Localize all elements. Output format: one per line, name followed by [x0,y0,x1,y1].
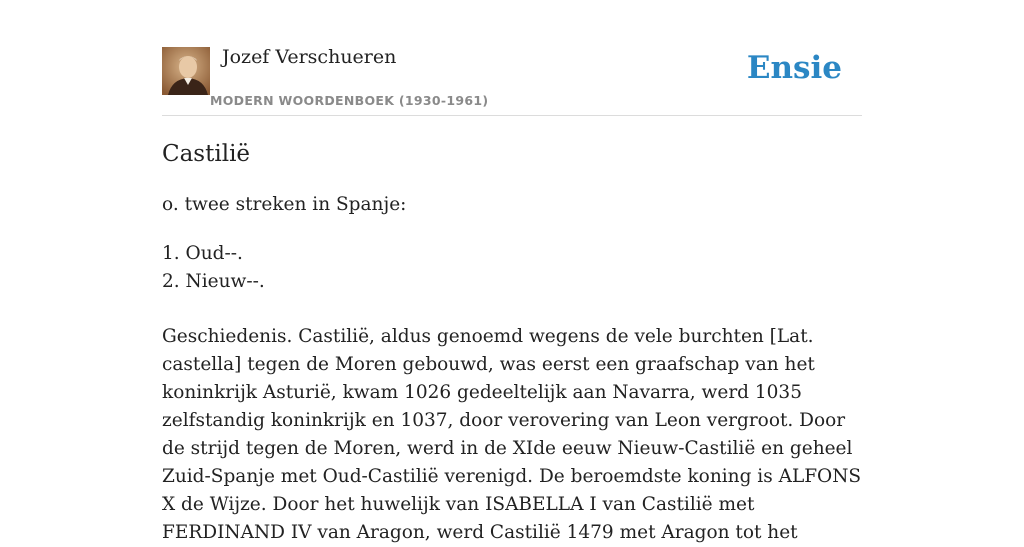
page-container [162,0,862,543]
brand-logo[interactable]: Ensie [746,50,842,86]
avatar[interactable] [162,47,210,95]
author-portrait-icon [162,47,210,95]
author-name[interactable]: Jozef Verschueren [222,46,397,68]
entry-header [162,0,862,116]
source-title[interactable]: MODERN WOORDENBOEK (1930-1961) [210,93,489,108]
list-item: 2. Nieuw--. [162,271,265,292]
entry-definition: o. twee streken in Spanje: [162,194,407,215]
list-item: 1. Oud--. [162,243,243,264]
entry-title: Castilië [162,141,251,167]
entry-list [162,240,265,296]
entry-history: Geschiedenis. Castilië, aldus genoemd wegens de vele burchten [Lat. castella] tegen de Moren gebouwd, was eerst een graafschap van het koninkrijk Asturië, kwam 1026 gedeeltelijk aan Navarra, werd 1035 zelfstandig koninkrijk en 1037, door verovering van Leon vergroot. Door de strijd tegen de Moren, werd in de XIde eeuw Nieuw-Castilië en geheel Zuid-Spanje met Oud-Castilië verenigd. De beroemdste koning is ALFONS X de Wijze. Door het huwelijk van ISABELLA I van Castilië met FERDINAND IV van Aragon, werd Castilië 1479 met Aragon tot het [162,326,862,543]
